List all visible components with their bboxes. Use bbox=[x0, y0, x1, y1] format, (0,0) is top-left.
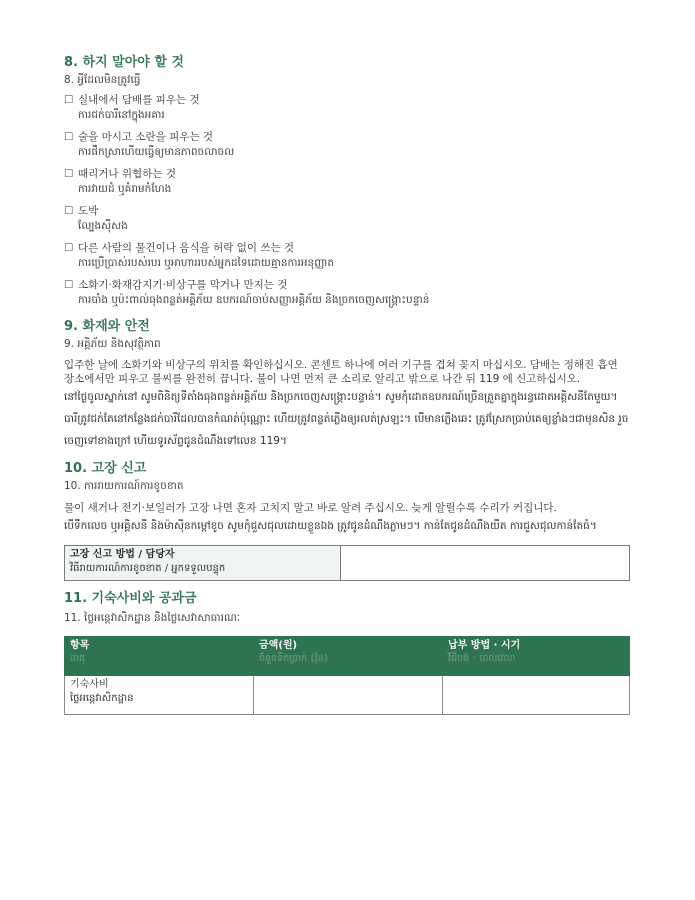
header-km: វិធីបង់ · ពេលវេលា bbox=[448, 653, 516, 664]
list-item bbox=[64, 204, 630, 234]
section-title: 10. 고장 신고 bbox=[64, 461, 147, 476]
section-title: 11. 기숙사비와 공과금 bbox=[64, 591, 197, 606]
label-km: វិធីរាយការណ៍ការខូចខាត / អ្នកទទួលបន្ទុក bbox=[70, 563, 226, 574]
item-text-km: ការផឹកស្រាហើយធ្វើឲ្យមានភាពចលាចល bbox=[78, 146, 235, 158]
column-header bbox=[443, 637, 630, 676]
repair-contact-label bbox=[65, 546, 341, 581]
item-text-ko: 도박 bbox=[78, 205, 99, 217]
table-row bbox=[65, 676, 630, 715]
section-dont bbox=[64, 54, 630, 308]
section-fees bbox=[64, 590, 630, 715]
header-km: ចំនួនទឹកប្រាក់ (វ៉ុន) bbox=[259, 653, 329, 664]
item-text-km: ល្បែងស៊ីសង bbox=[78, 220, 128, 232]
column-header bbox=[65, 637, 254, 676]
section-subtitle: 9. អគ្គិភ័យ និងសុវត្ថិភាព bbox=[64, 338, 161, 350]
item-text-ko: 소화기·화재감지기·비상구를 막거나 만지는 것 bbox=[78, 279, 288, 291]
section-fire-safety bbox=[64, 318, 630, 452]
item-text-km: ការប្រើប្រាស់របស់របរ ឬអាហាររបស់អ្នកដទៃដោយគ្មានការអនុញ្ញាត bbox=[78, 257, 334, 269]
section-subtitle: 8. អ្វីដែលមិនត្រូវធ្វើ bbox=[64, 74, 141, 86]
section-title: 8. 하지 말아야 할 것 bbox=[64, 55, 184, 70]
checkbox-icon[interactable]: ☐ bbox=[64, 242, 74, 254]
header-ko: 납부 방법 · 시기 bbox=[448, 640, 521, 651]
fees-table bbox=[64, 636, 630, 715]
label-ko: 고장 신고 방법 / 담당자 bbox=[70, 549, 175, 560]
cell-km: ថ្លៃអន្តេវាសិកដ្ឋាន bbox=[70, 693, 134, 704]
column-header bbox=[254, 637, 443, 676]
table-header-row bbox=[65, 637, 630, 676]
repair-contact-field[interactable] bbox=[341, 546, 630, 581]
list-item bbox=[64, 130, 630, 160]
item-text-km: ការបាំង ឬប៉ះពាល់ធុងពន្លត់អគ្គិភ័យ ឧបករណ៍ចាប់សញ្ញាអគ្គិភ័យ និងច្រកចេញសង្គ្រោះបន្ទាន់ bbox=[78, 294, 430, 306]
header-ko: 금액(원) bbox=[259, 640, 298, 651]
list-item bbox=[64, 167, 630, 197]
item-text-km: ការជក់បារីនៅក្នុងអគារ bbox=[78, 109, 165, 121]
list-item bbox=[64, 278, 630, 308]
repair-contact-table bbox=[64, 545, 630, 581]
prohibited-list bbox=[64, 93, 630, 308]
table-cell-amount[interactable] bbox=[254, 676, 443, 715]
table-cell-method[interactable] bbox=[443, 676, 630, 715]
item-text-ko: 실내에서 담배를 피우는 것 bbox=[78, 94, 200, 106]
section-subtitle: 11. ថ្លៃអន្តេវាសិកដ្ឋាន និងថ្លៃសេវាសាធារណៈ bbox=[64, 612, 241, 624]
item-text-ko: 술을 마시고 소란을 피우는 것 bbox=[78, 131, 214, 143]
paragraph-ko: 입주한 날에 소화기와 비상구의 위치를 확인하십시오. 콘센트 하나에 여러 기구를 겹쳐 꽂지 마십시오. 담배는 정해진 흡연 장소에서만 피우고 불씨를 완전히 끕니다. 불이 나면 먼저 큰 소리로 알리고 밖으로 나간 뒤 119 에 신고하십시오. bbox=[64, 359, 618, 385]
item-text-ko: 때리거나 위협하는 것 bbox=[78, 168, 176, 180]
paragraph-km: បើទឹកលេច ឬអគ្គិសនី និងម៉ាស៊ីនកម្តៅខូច សូមកុំជួសជុលដោយខ្លួនឯង ត្រូវជូនដំណឹងភ្លាមៗ។ កាន់តែជូនដំណឹងយឺត ការជួសជុលកាន់តែធំ។ bbox=[64, 520, 597, 532]
paragraph-km: នៅថ្ងៃចូលស្នាក់នៅ សូមពិនិត្យទីតាំងធុងពន្លត់អគ្គិភ័យ និងច្រកចេញសង្គ្រោះបន្ទាន់។ សូមកុំដោតឧបករណ៍ច្រើនត្រួតគ្នាក្នុងរន្ធដោតអគ្គិសនីតែមួយ។ បារីត្រូវជក់តែនៅកន្លែងជក់បារីដែលបានកំណត់ប៉ុណ្ណោះ ហើយត្រូវពន្លត់ភ្លើងឲ្យរលត់ស្រឡះ។ បើមានភ្លើងឆេះ ត្រូវស្រែកប្រាប់គេឲ្យខ្លាំងៗជាមុនសិន រួចចេញទៅខាងក្រៅ ហើយទូរស័ព្ទជូនដំណឹងទៅលេខ 119។ bbox=[64, 391, 629, 447]
document-content bbox=[64, 54, 630, 715]
item-text-km: ការវាយដំ ឬគំរាមកំហែង bbox=[78, 183, 172, 195]
checkbox-icon[interactable]: ☐ bbox=[64, 94, 74, 106]
table-cell-item bbox=[65, 676, 254, 715]
checkbox-icon[interactable]: ☐ bbox=[64, 279, 74, 291]
paragraph-ko: 물이 새거나 전기·보일러가 고장 나면 혼자 고치지 말고 바로 알려 주십시오. 늦게 알릴수록 수리가 커집니다. bbox=[64, 502, 557, 514]
section-repair-report bbox=[64, 460, 630, 581]
section-title: 9. 화재와 안전 bbox=[64, 319, 150, 334]
header-ko: 항목 bbox=[70, 640, 90, 651]
list-item bbox=[64, 241, 630, 271]
checkbox-icon[interactable]: ☐ bbox=[64, 168, 74, 180]
checkbox-icon[interactable]: ☐ bbox=[64, 131, 74, 143]
checkbox-icon[interactable]: ☐ bbox=[64, 205, 74, 217]
cell-ko: 기숙사비 bbox=[70, 679, 109, 690]
section-subtitle: 10. ការរាយការណ៍ការខូចខាត bbox=[64, 480, 184, 492]
item-text-ko: 다른 사람의 물건이나 음식을 허락 없이 쓰는 것 bbox=[78, 242, 295, 254]
header-km: ធាតុ bbox=[70, 653, 86, 664]
list-item bbox=[64, 93, 630, 123]
